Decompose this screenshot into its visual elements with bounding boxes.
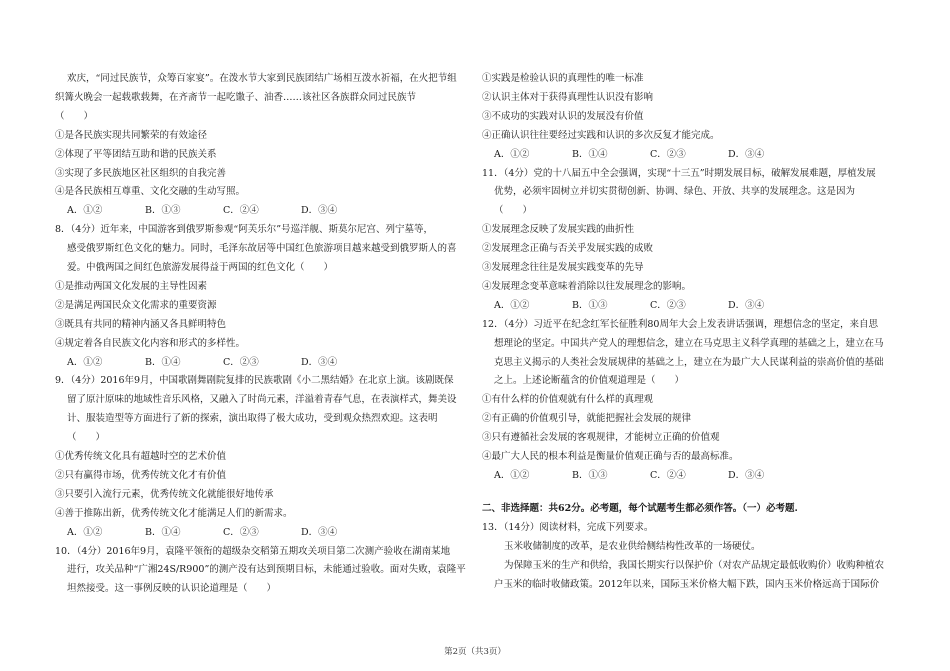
- question-9-statement: ④善于推陈出新，优秀传统文化才能满足人们的新需求。: [55, 507, 293, 519]
- answer-option: A．①②: [67, 526, 103, 538]
- question-9-stem: 留了原汁原味的地域性音乐风格，又融入了时尚元素，洋溢着青春气息，在表演样式，舞美设: [67, 394, 457, 406]
- answer-option: B．①③: [572, 469, 608, 481]
- question-10-statement: ①实践是检验认识的真理性的唯一标准: [482, 73, 644, 84]
- answer-option: B．①④: [145, 356, 181, 368]
- answer-option: D．③④: [728, 148, 765, 160]
- answer-option: B．①③: [572, 299, 608, 311]
- question-10-stem: 进行，攻关品种“广湘24S/R900”的测产没有达到预期目标，未能通过验收。面对失败，袁隆平: [67, 564, 466, 576]
- answer-option: D．③④: [301, 356, 338, 368]
- question-9-statement: ②只有赢得市场，优秀传统文化才有价值: [55, 469, 227, 481]
- question-7-statement: ③实现了多民族地区社区组织的自我完善: [55, 167, 227, 179]
- question-7-stem: 欢庆，“同过民族节，众筹百家宴”。在泼水节大家到民族团结广场相互泼水祈福，在火把节组: [67, 73, 457, 84]
- question-7-statement: ①是各民族实现共同繁荣的有效途径: [55, 129, 208, 141]
- question-11-statement: ②发展理念正确与否关乎发展实践的成败: [482, 243, 654, 255]
- question-8-options: [55, 356, 379, 369]
- question-13-stem: 13．（14分）阅读材料，完成下列要求。: [482, 521, 654, 533]
- question-12-statement: ③只有遵循社会发展的客观规律，才能树立正确的价值观: [482, 432, 720, 444]
- question-7-statement: ④是各民族相互尊重、文化交融的生动写照。: [55, 186, 246, 198]
- answer-option: C．②③: [650, 299, 686, 311]
- answer-option: D．③④: [301, 526, 338, 538]
- question-10-stem: 10．（4分）2016年9月，袁隆平领衔的超级杂交稻第五期攻关项目第二次测产验收在湖南某地: [55, 545, 451, 557]
- question-12-stem: 想理论的坚定。中国共产党人的理想信念，建立在马克思主义科学真理的基础之上，建立在马: [494, 337, 884, 349]
- question-12-statement: ②有正确的价值观引导，就能把握社会发展的规律: [482, 413, 692, 425]
- answer-option: B．①④: [572, 148, 608, 160]
- question-11-options: [482, 299, 806, 312]
- answer-option: C．②③: [223, 356, 259, 368]
- question-8-statement: ③既具有共同的精神内涵又各具鲜明特色: [55, 318, 227, 330]
- answer-option: C．②④: [650, 469, 686, 481]
- question-9-options: [55, 526, 379, 539]
- answer-option: D．③④: [728, 299, 765, 311]
- question-12-statement: ①有什么样的价值观就有什么样的真理观: [482, 394, 654, 406]
- section-title: 二、非选择题：共62分。必考题，每个试题考生都必须作答。（一）必考题.: [482, 502, 798, 514]
- answer-option: D．③④: [728, 469, 765, 481]
- question-12-statement: ④最广大人民的根本利益是衡量价值观正确与否的最高标准。: [482, 451, 739, 462]
- question-8-statement: ④规定着各自民族文化内容和形式的多样性。: [55, 337, 246, 349]
- answer-option: A．①②: [494, 469, 530, 481]
- question-11-stem: 优势，必须牢固树立并切实贯彻创新、协调、绿色、开放、共享的发展理念。这是因为: [494, 186, 856, 198]
- question-8-statement: ②是满足两国民众文化需求的重要资源: [55, 299, 217, 311]
- answer-option: B．①③: [145, 205, 181, 217]
- question-12-options: [482, 469, 806, 482]
- answer-option: A．①②: [67, 356, 103, 368]
- question-11-statement: ③发展理念往往是发展实践变革的先导: [482, 262, 644, 273]
- page-footer: 第2页（共3页）: [444, 647, 506, 657]
- question-7-statement: ②体现了平等团结互助和谐的民族关系: [55, 148, 217, 160]
- answer-option: C．②③: [650, 148, 686, 160]
- question-10-statement: ③不成功的实践对认识的发展没有价值: [482, 110, 644, 122]
- question-11-stem: （ ）: [494, 205, 533, 217]
- question-11-statement: ①发展理念反映了发展实践的曲折性: [482, 224, 635, 236]
- question-9-statement: ①优秀传统文化具有超越时空的艺术价值: [55, 451, 227, 462]
- question-7-stem: 织篝火晚会一起载歌载舞，在齐斋节一起吃馓子、油香……该社区各族群众同过民族节: [55, 91, 417, 103]
- answer-option: C．②④: [223, 205, 259, 217]
- question-10-statement: ②认识主体对于获得真理性认识没有影响: [482, 91, 654, 103]
- question-9-stem: 9．（4分）2016年9月，中国歌剧舞剧院复排的民族歌剧《小二黑结婚》在北京上演。该剧既保: [55, 375, 454, 387]
- question-12-stem: 之上。上述论断蕴含的价值观道理是（ ）: [494, 375, 685, 387]
- question-13-material: 户玉米的临时收储政策。2012年以来，国际玉米价格大幅下跌，国内玉米价格远高于国际价: [494, 578, 880, 590]
- question-9-stem: 计、服装造型等方面进行了新的探索，演出取得了极大成功，受到观众热烈欢迎。这表明: [67, 413, 438, 425]
- question-8-stem: 感受俄罗斯红色文化的魅力。同时，毛泽东故居等中国红色旅游项目越来越受到俄罗斯人的喜: [67, 243, 457, 255]
- answer-option: C．②③: [223, 526, 259, 538]
- answer-option: A．①②: [494, 299, 530, 311]
- question-11-statement: ④发展理念变革意味着消除以往发展理念的影响。: [482, 280, 692, 292]
- question-12-stem: 克思主义揭示的人类社会发展规律的基础之上，建立在为最广大人民谋利益的崇高价值的基础: [494, 356, 884, 368]
- question-10-options: [482, 148, 806, 161]
- question-7-stem: （ ）: [55, 110, 94, 122]
- question-10-stem: 坦然接受。这一事例反映的认识论道理是（ ）: [67, 583, 277, 595]
- question-8-stem: 8．（4分）近年来，中国游客到俄罗斯参观“阿芙乐尔”号巡洋舰、斯莫尔尼宫、列宁墓等，: [55, 224, 434, 236]
- question-7-options: [55, 204, 379, 217]
- question-8-stem: 爱。中俄两国之间红色旅游发展得益于两国的红色文化（ ）: [67, 262, 334, 273]
- question-13-material: 为保障玉米的生产和供给，我国长期实行以保护价（对农产品规定最低收购价）收购种植农: [504, 559, 885, 571]
- question-13-material: 玉米收储制度的改革，是农业供给侧结构性改革的一场硬仗。: [504, 540, 761, 552]
- question-9-statement: ③只要引入流行元素，优秀传统文化就能很好地传承: [55, 488, 274, 500]
- question-8-statement: ①是推动两国文化发展的主导性因素: [55, 280, 208, 292]
- question-11-stem: 11．（4分）党的十八届五中全会强调，实现“十三五”时期发展目标，破解发展难题，厚植发展: [482, 167, 876, 179]
- answer-option: A．①②: [67, 205, 103, 217]
- answer-option: B．①④: [145, 526, 181, 538]
- question-12-stem: 12．（4分）习近平在纪念红军长征胜利80周年大会上发表讲话强调，理想信念的坚定，来自思: [482, 318, 878, 330]
- question-9-stem: （ ）: [67, 432, 106, 444]
- question-10-statement: ④正确认识往往要经过实践和认识的多次反复才能完成。: [482, 129, 720, 141]
- answer-option: A．①②: [494, 148, 530, 160]
- answer-option: D．③④: [301, 205, 338, 217]
